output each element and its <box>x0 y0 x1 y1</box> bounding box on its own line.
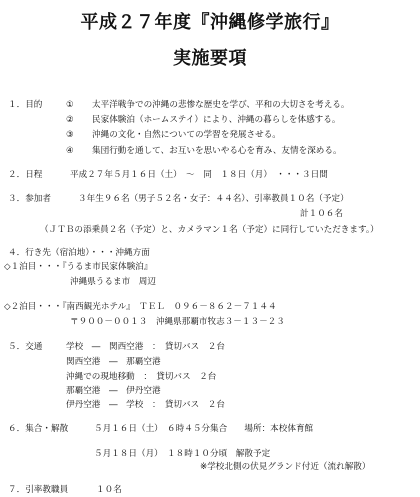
participants-label: ３．参加者 <box>8 194 51 204</box>
transport-row: 沖縄での現地移動 ： 貸切バス ２台 <box>66 372 217 382</box>
purpose-item-text: 集団行動を通して、お互いを思いやる心を育み、友情を深める。 <box>92 146 342 156</box>
destination-label: ４．行き先（宿泊地）・・・沖縄方面 <box>8 248 150 258</box>
purpose-item-num: ③ <box>66 130 74 140</box>
purpose-item-text: 太平洋戦争での沖縄の悲惨な歴史を学び、平和の大切さを考える。 <box>92 100 350 110</box>
page-subtitle: 実施要項 <box>173 48 247 69</box>
schedule-label: ２．日程 <box>8 170 43 180</box>
transport-row: 学校 ― 関西空港 ： 貸切バス ２台 <box>66 342 225 352</box>
page-title: 平成２７年度『沖縄修学旅行』 <box>80 12 340 33</box>
night1-line: ◇１泊目・・・『うるま市民家体験泊』 <box>4 262 153 272</box>
purpose-item-text: 沖縄の文化・自然についての学習を発展させる。 <box>92 130 281 140</box>
transport-row: 伊丹空港 ― 学校 ： 貸切バス ２台 <box>66 400 225 410</box>
meeting-note: ※学校北側の伏見グランド付近（流れ解散） <box>200 462 371 472</box>
purpose-item-text: 民家体験泊（ホームステイ）により、沖縄の暮らしを体感する。 <box>92 115 341 125</box>
night1-place: 沖縄県うるま市 周辺 <box>70 277 156 287</box>
night2-address: 〒９００－００１３ 沖縄県那覇市牧志３－１３－２３ <box>70 317 285 327</box>
participants-total: 計１０６名 <box>300 209 343 219</box>
purpose-item-num: ④ <box>66 146 74 156</box>
teachers-count: １０名 <box>96 485 122 495</box>
transport-row: 関西空港 ― 那覇空港 <box>66 357 161 367</box>
participants-note: （ＪＴＢの添乗員２名（予定）と、カメラマン１名（予定）に同行していただきます。） <box>40 225 379 235</box>
schedule-text: 平成２７年５月１６日（土） ～ 同 １８日（月） ・・・３日間 <box>70 170 328 180</box>
teachers-label: ７．引率教職員 <box>8 485 69 495</box>
purpose-label: １．目的 <box>8 100 43 110</box>
meeting-row-2: ５月１８日（月） １８時１０分頃 解散予定 <box>94 449 271 459</box>
meeting-row-1: ５月１６日（土） ６時４５分集合 場所：本校体育館 <box>94 424 314 434</box>
night2-line: ◇２泊目・・・『南西観光ホテル』 ＴＥＬ ０９６－８６２－７１４４ <box>4 302 277 312</box>
purpose-item-num: ① <box>66 100 74 110</box>
purpose-item-num: ② <box>66 115 74 125</box>
meeting-label: ６．集合・解散 <box>8 424 69 434</box>
transport-label: ５．交通 <box>8 342 43 352</box>
participants-text: ３年生９６名（男子５２名・女子：４４名）、引率教員１０名（予定） <box>78 194 349 204</box>
transport-row: 那覇空港 ― 伊丹空港 <box>66 386 161 396</box>
